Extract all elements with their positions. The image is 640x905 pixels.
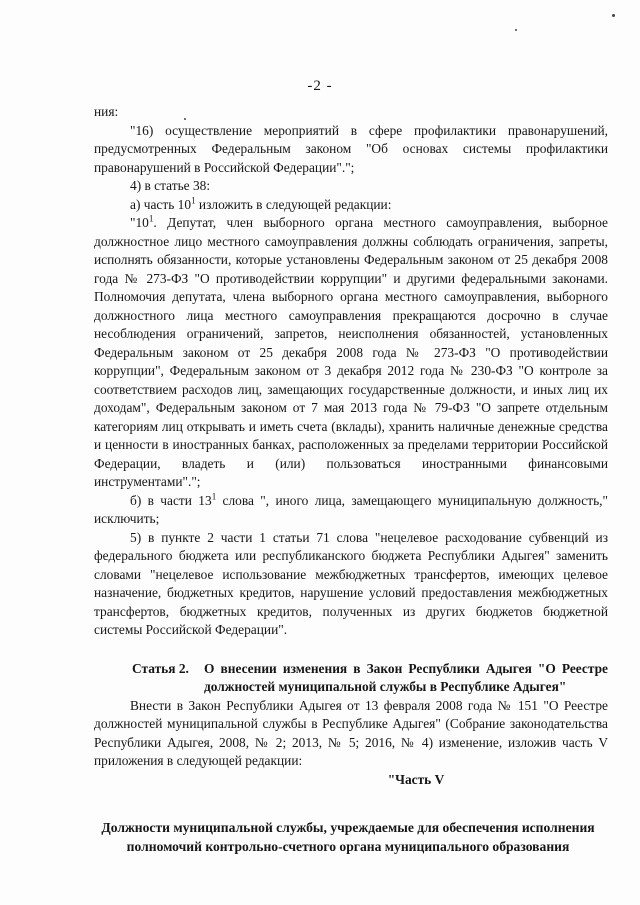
scan-speck — [515, 29, 517, 31]
document-body — [94, 103, 608, 856]
paragraph: "16) осуществление мероприятий в сфере профилактики правонарушений, предусмотренных Федеральным законом "Об основах системы профилактики правонарушений в Российской Федерации"."; — [94, 122, 608, 175]
superscript: 1 — [191, 195, 196, 206]
item-a — [94, 196, 608, 215]
quote-text: . Депутат, член выборного органа местного самоуправления, выборное должностное лицо местного самоуправления должны соблюдать ограничения, запреты, исполнять обязанности, которые установлены Федеральным законом от 25 декабря 2008 года № 273-ФЗ "О противодействии коррупции" и другими федеральными законами. Полномочия депутата, члена выборного органа местного самоуправления, выборного должностного лица местного самоуправления прекращаются досрочно в случае несоблюдения ограничений, запретов, неисполнения обязанностей, установленных Федеральным законом от 25 декабря 2008 года № 273-ФЗ "О противодействии коррупции", Федеральным законом от 3 декабря 2012 года № 230-ФЗ "О контроле за соответствием расходов лиц, замещающих государственные должности, и иных лиц их доходам", Федеральным законом от 7 мая 2013 года № 79-ФЗ "О запрете отдельным категориям лиц открывать и иметь счета (вклады), хранить наличные денежные средства и ценности в иностранных банках, расположенных за пределами территории Российской Федерации, владеть и (или) пользоваться иностранными финансовыми инструментами"."; — [94, 215, 608, 489]
item-a-text: изложить в следующей редакции: — [195, 196, 392, 212]
scan-speck — [612, 14, 615, 17]
superscript: 1 — [211, 491, 217, 502]
section-heading: Должности муниципальной службы, учреждаемые для обеспечения исполнения полномочий контрольно-счетного органа муниципального образования — [101, 820, 595, 854]
article-title: О внесении изменения в Закон Республики Адыгея "О Реестре должностей муниципальной службы в Республике Адыгея" — [204, 660, 608, 694]
part-heading: "Часть V — [387, 771, 445, 787]
page-number: -2 - — [307, 78, 333, 94]
item-a-text: а) часть 10 — [130, 196, 192, 212]
item-b-text: слова ", иного лица, замещающего муниципальную должность," исключить; — [94, 492, 608, 526]
item-b — [94, 492, 608, 529]
paragraph: ния: — [94, 104, 119, 119]
quote-paragraph — [94, 214, 608, 492]
article-label: Статья 2. — [132, 660, 189, 676]
item-b-text: б) в части 13 — [130, 492, 212, 508]
quote-text: "10 — [130, 215, 149, 230]
item-5: 5) в пункте 2 части 1 статьи 71 слова "нецелевое расходование субвенций из федерального бюджета или республиканского бюджета Республики Адыгея" заменить словами "нецелевое использование межбюджетных трансфертов, имеющих целевое назначение, бюджетных кредитов, нарушение условий предоставления межбюджетных трансфертов, бюджетных кредитов, полученных из других бюджетов бюджетной системы Российской Федерации". — [94, 529, 608, 637]
article-heading — [94, 660, 608, 697]
paragraph: 4) в статье 38: — [130, 178, 211, 193]
article-body: Внести в Закон Республики Адыгея от 13 февраля 2008 года № 151 "О Реестре должностей муниципальной службы в Республике Адыгея" (Собрание законодательства Республики Адыгея, 2008, № 2; 2013, № 5; 2016, № 4) изменение, изложив часть V приложения в следующей редакции: — [94, 697, 608, 768]
superscript: 1 — [148, 213, 154, 224]
